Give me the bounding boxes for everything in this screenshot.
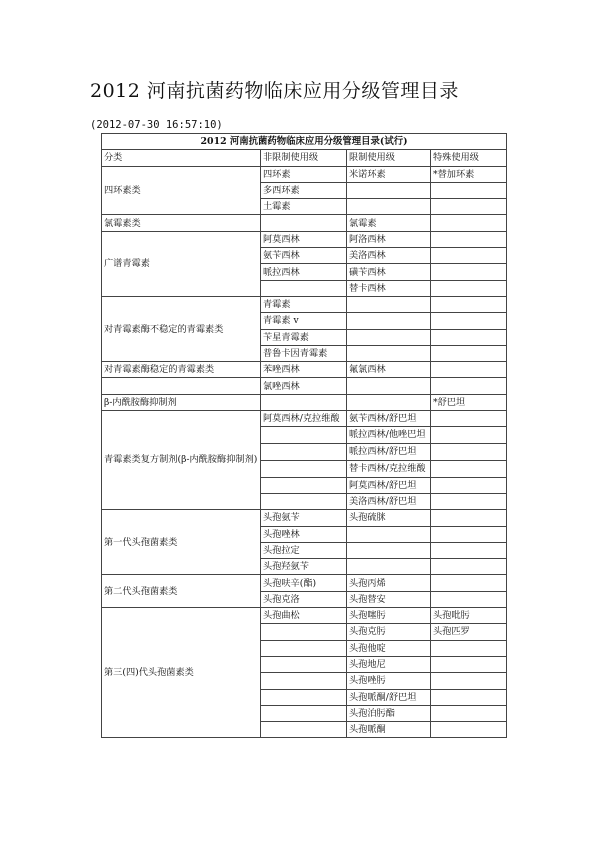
table-cell: 青霉素 v: [261, 313, 347, 329]
table-cell: 头孢硫脒: [347, 510, 431, 526]
table-cell: [347, 542, 431, 558]
page-title: 2012 河南抗菌药物临床应用分级管理目录: [90, 80, 459, 102]
table-cell: [347, 313, 431, 329]
table-cell: 头孢匹罗: [431, 624, 507, 640]
post-timestamp: (2012-07-30 16:57:10): [90, 119, 223, 131]
table-cell: *舒巴坦: [431, 394, 507, 410]
table-cell: 哌拉西林/他唑巴坦: [347, 427, 431, 444]
table-cell: [431, 231, 507, 247]
table-cell: [431, 378, 507, 394]
table-cell: 头孢他啶: [347, 640, 431, 656]
table-cell: 头孢吡肟: [431, 608, 507, 624]
table-cell: [261, 624, 347, 640]
table-cell: 头孢丙烯: [347, 575, 431, 591]
table-row: [102, 575, 507, 591]
table-cell: [431, 444, 507, 460]
table-cell: [431, 362, 507, 378]
table-row: [102, 166, 507, 182]
table-cell: 多西环素: [261, 182, 347, 198]
table-cell: 阿莫西林/克拉维酸: [261, 411, 347, 427]
table-cell: 氯霉素: [347, 215, 431, 231]
table-cell: 头孢羟氨苄: [261, 559, 347, 575]
table-cell: 氟氯西林: [347, 362, 431, 378]
table-caption: 2012 河南抗菌药物临床应用分级管理目录(试行): [102, 134, 507, 150]
table-cell: 替卡西林: [347, 280, 431, 296]
table-row: [102, 296, 507, 312]
table-cell: [431, 510, 507, 526]
table-cell: [431, 722, 507, 738]
table-cell: 四环素: [261, 166, 347, 182]
table-cell: 青霉素: [261, 296, 347, 312]
table-cell: *替加环素: [431, 166, 507, 182]
table-cell: 氯唑西林: [261, 378, 347, 394]
category-cell: 第三(四)代头孢菌素类: [102, 608, 261, 738]
table-cell: [261, 705, 347, 721]
table-row: [102, 378, 507, 394]
table-cell: [431, 215, 507, 231]
category-cell: 第二代头孢菌素类: [102, 575, 261, 608]
table-cell: [261, 477, 347, 493]
table-row: [102, 608, 507, 624]
table-cell: [261, 640, 347, 656]
table-cell: 阿莫西林/舒巴坦: [347, 477, 431, 493]
table-cell: [347, 296, 431, 312]
table-cell: [347, 378, 431, 394]
table-cell: 头孢泊肟酯: [347, 705, 431, 721]
category-cell: 氯霉素类: [102, 215, 261, 231]
table-row: [102, 394, 507, 410]
table-cell: 头孢唑林: [261, 526, 347, 542]
table-cell: [261, 493, 347, 509]
table-cell: 头孢克洛: [261, 591, 347, 607]
table-cell: [347, 394, 431, 410]
table-cell: 苯唑西林: [261, 362, 347, 378]
table-cell: [431, 182, 507, 198]
table-cell: [261, 444, 347, 460]
table-cell: [431, 296, 507, 312]
table-cell: [431, 411, 507, 427]
table-cell: [431, 526, 507, 542]
table-cell: [431, 345, 507, 361]
table-row: [102, 215, 507, 231]
table-cell: [261, 280, 347, 296]
table-cell: [261, 460, 347, 477]
table-cell: [347, 182, 431, 198]
table-cell: 头孢地尼: [347, 656, 431, 672]
table-cell: [431, 427, 507, 444]
table-row: [102, 411, 507, 427]
table-cell: 头孢替安: [347, 591, 431, 607]
table-header-row: [102, 150, 507, 166]
table-cell: 替卡西林/克拉维酸: [347, 460, 431, 477]
category-cell: 青霉素类复方制剂(β-内酰胺酶抑制剂): [102, 411, 261, 510]
table-cell: 头孢曲松: [261, 608, 347, 624]
table-cell: [431, 591, 507, 607]
table-cell: 头孢克肟: [347, 624, 431, 640]
table-cell: [431, 477, 507, 493]
category-cell: 对青霉素酶稳定的青霉素类: [102, 362, 261, 378]
category-cell: 对青霉素酶不稳定的青霉素类: [102, 296, 261, 361]
table-cell: [347, 329, 431, 345]
table-row: [102, 510, 507, 526]
table-cell: 哌拉西林/舒巴坦: [347, 444, 431, 460]
table-cell: [431, 329, 507, 345]
table-cell: [431, 559, 507, 575]
header-unrestricted: 非限制使用级: [261, 150, 347, 166]
drug-classification-table: [101, 133, 507, 738]
table-cell: [431, 264, 507, 280]
table-cell: [347, 345, 431, 361]
table-cell: [431, 705, 507, 721]
table-cell: 阿洛西林: [347, 231, 431, 247]
table-cell: [261, 656, 347, 672]
table-row: [102, 231, 507, 247]
table-cell: [431, 460, 507, 477]
table-cell: 苄星青霉素: [261, 329, 347, 345]
table-cell: 阿莫西林: [261, 231, 347, 247]
table-cell: [261, 689, 347, 705]
table-cell: 头孢呋辛(酯): [261, 575, 347, 591]
table-cell: 磺苄西林: [347, 264, 431, 280]
header-category: 分类: [102, 150, 261, 166]
table-cell: [261, 427, 347, 444]
table-cell: [431, 248, 507, 264]
table-cell: 头孢唑肟: [347, 673, 431, 689]
table-cell: [431, 493, 507, 509]
table-cell: [431, 673, 507, 689]
table-cell: 美洛西林/舒巴坦: [347, 493, 431, 509]
table-cell: 美洛西林: [347, 248, 431, 264]
table-cell: 头孢氨苄: [261, 510, 347, 526]
table-cell: [431, 689, 507, 705]
table-cell: 头孢哌酮/舒巴坦: [347, 689, 431, 705]
table-cell: 头孢拉定: [261, 542, 347, 558]
table-cell: 哌拉西林: [261, 264, 347, 280]
table-cell: 氨苄西林: [261, 248, 347, 264]
table-row: [102, 362, 507, 378]
table-cell: [431, 542, 507, 558]
table-cell: 土霉素: [261, 199, 347, 215]
table-cell: [431, 575, 507, 591]
table-cell: [261, 673, 347, 689]
table-cell: [347, 559, 431, 575]
header-special: 特殊使用级: [431, 150, 507, 166]
table-cell: 头孢噻肟: [347, 608, 431, 624]
table-cell: 米诺环素: [347, 166, 431, 182]
table-caption-row: [102, 134, 507, 150]
category-cell: 广谱青霉素: [102, 231, 261, 296]
category-cell: 四环素类: [102, 166, 261, 215]
table-cell: 氨苄西林/舒巴坦: [347, 411, 431, 427]
table-cell: [261, 394, 347, 410]
table-cell: [431, 280, 507, 296]
category-cell: 第一代头孢菌素类: [102, 510, 261, 575]
table-cell: [347, 199, 431, 215]
category-cell: β-内酰胺酶抑制剂: [102, 394, 261, 410]
table-cell: 头孢哌酮: [347, 722, 431, 738]
table-cell: [431, 640, 507, 656]
table-cell: [261, 722, 347, 738]
header-restricted: 限制使用级: [347, 150, 431, 166]
table-cell: [431, 313, 507, 329]
table-cell: [261, 215, 347, 231]
table-cell: [347, 526, 431, 542]
table-cell: [431, 656, 507, 672]
table-cell: 普鲁卡因青霉素: [261, 345, 347, 361]
table-cell: [431, 199, 507, 215]
table-cell: [102, 378, 261, 394]
